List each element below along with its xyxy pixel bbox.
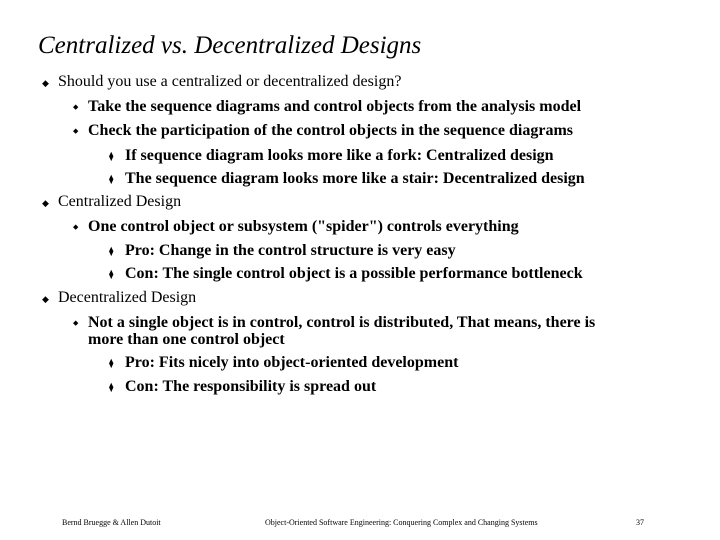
bullet-marker-level3: ⧫ xyxy=(109,358,114,368)
bullet-text-level2: Check the participation of the control objects in the sequence diagrams xyxy=(88,122,573,139)
bullet-text-level3: Pro: Change in the control structure is very easy xyxy=(125,242,456,259)
bullet-marker-level1: ◆ xyxy=(42,294,49,304)
bullet-marker-level1: ◆ xyxy=(42,78,49,88)
bullet-text-level2-continuation: more than one control object xyxy=(88,331,285,348)
bullet-marker-level3: ⧫ xyxy=(109,269,114,279)
bullet-text-level2: Take the sequence diagrams and control objects from the analysis model xyxy=(88,98,582,115)
bullet-marker-level2: ◆ xyxy=(73,127,79,135)
bullet-marker-level1: ◆ xyxy=(42,198,49,208)
bullet-text-level3: Pro: Fits nicely into object-oriented development xyxy=(125,354,459,371)
bullet-marker-level2: ◆ xyxy=(73,319,79,327)
bullet-text-level3: Con: The responsibility is spread out xyxy=(125,378,377,395)
bullet-text-level2: Not a single object is in control, control is distributed, That means, there is xyxy=(88,314,596,331)
bullet-text-level3: Con: The single control object is a possible performance bottleneck xyxy=(125,265,583,282)
footer-authors: Bernd Bruegge & Allen Dutoit xyxy=(62,518,161,527)
bullet-marker-level3: ⧫ xyxy=(109,174,114,184)
bullet-marker-level2: ◆ xyxy=(73,103,79,111)
bullet-text-level3: If sequence diagram looks more like a fork: Centralized design xyxy=(125,147,554,164)
bullet-text-level3: The sequence diagram looks more like a stair: Decentralized design xyxy=(125,170,585,187)
bullet-marker-level2: ◆ xyxy=(73,223,79,231)
footer-book-title: Object-Oriented Software Engineering: Conquering Complex and Changing Systems xyxy=(265,518,538,527)
slide-title: Centralized vs. Decentralized Designs xyxy=(38,32,422,59)
bullet-text-level1: Decentralized Design xyxy=(58,289,197,306)
footer-page-number: 37 xyxy=(636,518,644,527)
bullet-marker-level3: ⧫ xyxy=(109,246,114,256)
bullet-text-level1: Centralized Design xyxy=(58,193,182,210)
bullet-text-level1: Should you use a centralized or decentralized design? xyxy=(58,73,402,90)
bullet-marker-level3: ⧫ xyxy=(109,151,114,161)
bullet-marker-level3: ⧫ xyxy=(109,382,114,392)
bullet-text-level2: One control object or subsystem ("spider") controls everything xyxy=(88,218,519,235)
